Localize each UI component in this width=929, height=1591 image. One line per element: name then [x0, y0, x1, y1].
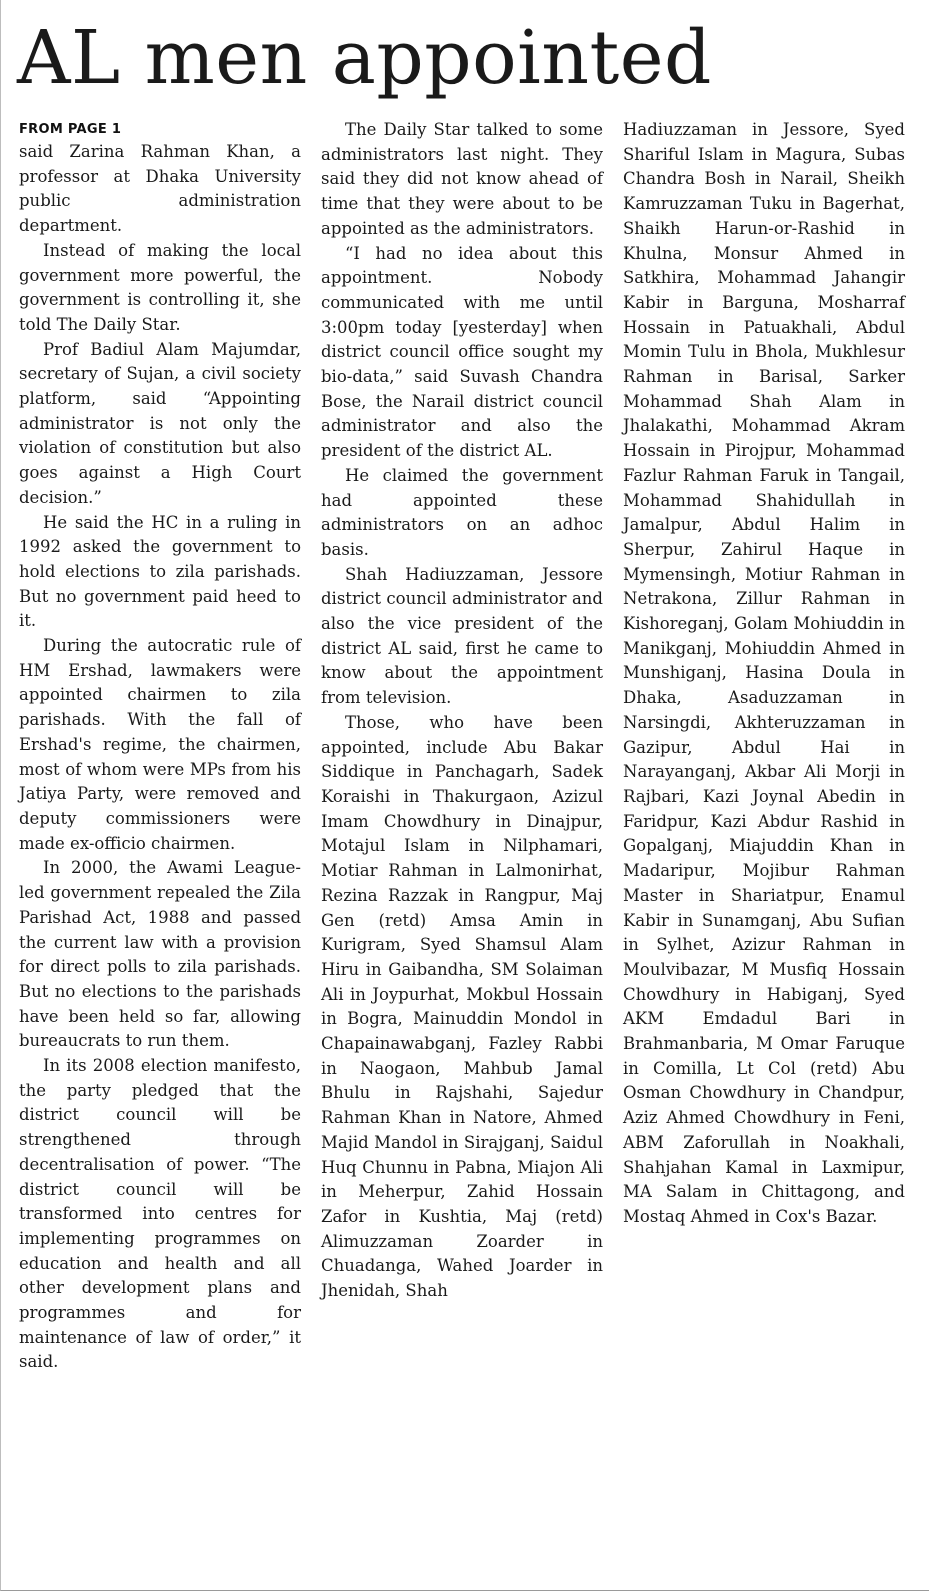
article-column-2 [321, 118, 603, 1304]
article-column-3 [623, 118, 905, 1230]
continuation-kicker: FROM PAGE 1 [19, 122, 122, 137]
paragraph: During the autocratic rule of HM Ershad, lawmakers were appointed chairmen to zila parishads. With the fall of Ershad's regime, the chairmen, most of whom were MPs from his Jatiya Party, were removed and deputy commissioners were made ex-officio chairmen. [19, 636, 301, 853]
paragraph: The Daily Star talked to some administrators last night. They said they did not know ahead of time that they were about to be appointed as the administrators. [321, 120, 603, 238]
paragraph: “I had no idea about this appointment. Nobody communicated with me until 3:00pm today [yesterday] when district council office sought my bio-data,” said Suvash Chandra Bose, the Narail district council administrator and also the president of the district AL. [321, 243, 603, 461]
paragraph: In 2000, the Awami League-led government repealed the Zila Parishad Act, 1988 and passed the current law with a provision for direct polls to zila parishads. But no elections to the parishads have been held so far, allowing bureaucrats to run them. [19, 858, 301, 1051]
article-column-1 [19, 118, 301, 1375]
paragraph: Shah Hadiuzzaman, Jessore district council administrator and also the vice president of the district AL said, first he came to know about the appointment from television. [321, 564, 603, 708]
paragraph: He said the HC in a ruling in 1992 asked the government to hold elections to zila parishads. But no government paid heed to it. [19, 512, 301, 631]
paragraph: Those, who have been appointed, include Abu Bakar Siddique in Panchagarh, Sadek Koraishi in Thakurgaon, Azizul Imam Chowdhury in Dinajpur, Motajul Islam in Nilphamari, Motiar Rahman in Lalmonirhat, Rezina Razzak in Rangpur, Maj Gen (retd) Amsa Amin in Kurigram, Syed Shamsul Alam Hiru in Gaibandha, SM Solaiman Ali in Joypurhat, Mokbul Hossain in Bogra, Mainuddin Mondol in Chapainawabganj, Fazley Rabbi in Naogaon, Mahbub Jamal Bhulu in Rajshahi, Sajedur Rahman Khan in Natore, Ahmed Majid Mandol in Sirajganj, Saidul Huq Chunnu in Pabna, Miajon Ali in Meherpur, Zahid Hossain Zafor in Kushtia, Maj (retd) Alimuzzaman Zoarder in Chuadanga, Wahed Joarder in Jhenidah, Shah [321, 712, 603, 1301]
paragraph: In its 2008 election manifesto, the party pledged that the district council will be strengthened through decentralisation of power. “The district council will be transformed into centres for implementing programmes on education and health and all other development plans and programmes and for maintenance of law of order,” it said. [19, 1056, 301, 1372]
paragraph: Hadiuzzaman in Jessore, Syed Shariful Islam in Magura, Subas Chandra Bosh in Narail, Sheikh Kamruzzaman Tuku in Bagerhat, Shaikh Harun-or-Rashid in Khulna, Monsur Ahmed in Satkhira, Mohammad Jahangir Kabir in Barguna, Mosharraf Hossain in Patuakhali, Abdul Momin Tulu in Bhola, Mukhlesur Rahman in Barisal, Sarker Mohammad Shah Alam in Jhalakathi, Mohammad Akram Hossain in Pirojpur, Mohammad Fazlur Rahman Faruk in Tangail, Mohammad Shahidullah in Jamalpur, Abdul Halim in Sherpur, Zahirul Haque in Mymensingh, Motiur Rahman in Netrakona, Zillur Rahman in Kishoreganj, Golam Mohiuddin in Manikganj, Mohiuddin Ahmed in Munshiganj, Hasina Doula in Dhaka, Asaduzzaman in Narsingdi, Akhteruzzaman in Gazipur, Abdul Hai in Narayanganj, Akbar Ali Morji in Rajbari, Kazi Joynal Abedin in Faridpur, Kazi Abdur Rashid in Gopalganj, Miajuddin Khan in Madaripur, Mojibur Rahman Master in Shariatpur, Enamul Kabir in Sunamganj, Abu Sufian in Sylhet, Azizur Rahman in Moulvibazar, M Musfiq Hossain Chowdhury in Habiganj, Syed AKM Emdadul Bari in Brahmanbaria, M Omar Faruque in Comilla, Lt Col (retd) Abu Osman Chowdhury in Chandpur, Aziz Ahmed Chowdhury in Feni, ABM Zaforullah in Noakhali, Shahjahan Kamal in Laxmipur, MA Salam in Chittagong, and Mostaq Ahmed in Cox's Bazar. [623, 120, 905, 1226]
paragraph: He claimed the government had appointed these administrators on an adhoc basis. [321, 465, 603, 559]
paragraph: Instead of making the local government more powerful, the government is controlling it, she told The Daily Star. [19, 240, 301, 334]
headline: AL men appointed [17, 15, 712, 101]
paragraph: Prof Badiul Alam Majumdar, secretary of Sujan, a civil society platform, said “Appointing administrator is not only the violation of constitution but also goes against a High Court decision.” [19, 339, 301, 507]
paragraph: said Zarina Rahman Khan, a professor at Dhaka University public administration department. [19, 142, 301, 236]
